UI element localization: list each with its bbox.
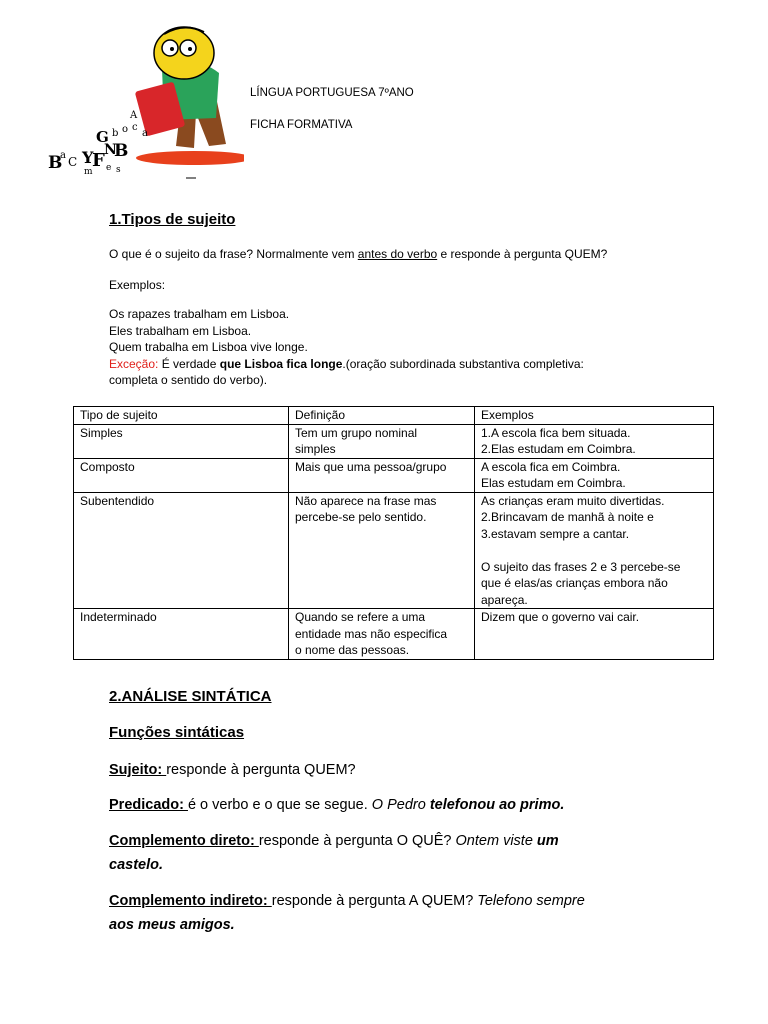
table-header-row bbox=[74, 407, 714, 425]
predicado-definition: Predicado: é o verbo e o que se segue. O Pedro telefonou ao primo. bbox=[109, 797, 565, 813]
logo-letter: B bbox=[48, 153, 63, 173]
section2-subtitle: Funções sintáticas bbox=[109, 724, 245, 741]
table-cell: 1.A escola fica bem situada. 2.Elas estudam em Coimbra. bbox=[475, 424, 714, 458]
header-sheet-type: FICHA FORMATIVA bbox=[250, 119, 353, 131]
table-cell: Dizem que o governo vai cair. bbox=[475, 609, 714, 660]
logo-letter: A bbox=[130, 110, 138, 121]
section1-intro: O que é o sujeito da frase? Normalmente vem antes do verbo e responde à pergunta QUEM? bbox=[109, 247, 608, 261]
section2-title: 2.ANÁLISE SINTÁTICA bbox=[109, 688, 272, 705]
logo-letter: e bbox=[106, 163, 112, 173]
complemento-indireto-definition: Complemento indireto: responde à pergunta A QUEM? Telefono sempre aos meus amigos. bbox=[109, 893, 585, 933]
logo-letter: o bbox=[122, 124, 129, 135]
column-header: Definição bbox=[289, 407, 475, 425]
table-row bbox=[74, 492, 714, 609]
logo-letter: a bbox=[142, 128, 148, 139]
table-row bbox=[74, 609, 714, 660]
logo-letter: G bbox=[96, 128, 109, 146]
example-sentence: Quem trabalha em Lisboa vive longe. bbox=[109, 340, 308, 354]
table-cell: Não aparece na frase mas percebe-se pelo sentido. bbox=[289, 492, 475, 609]
logo-letter: m bbox=[84, 167, 93, 177]
table-cell: Mais que uma pessoa/grupo bbox=[289, 458, 475, 492]
table-row bbox=[74, 424, 714, 458]
section1-title: 1.Tipos de sujeito bbox=[109, 211, 236, 228]
column-header: Tipo de sujeito bbox=[74, 407, 289, 425]
table-cell: Simples bbox=[74, 424, 289, 458]
table-cell: Subentendido bbox=[74, 492, 289, 609]
logo-letter: c bbox=[132, 122, 138, 133]
header-subject: LÍNGUA PORTUGUESA 7ºANO bbox=[250, 87, 414, 99]
exception-label: Exceção: bbox=[109, 356, 159, 371]
exception-line: Exceção: É verdade que Lisboa fica longe.(oração subordinada substantiva completiva: bbox=[109, 356, 584, 371]
column-header: Exemplos bbox=[475, 407, 714, 425]
logo-letter: C bbox=[68, 155, 78, 169]
example-sentence: Eles trabalham em Lisboa. bbox=[109, 323, 252, 338]
examples-label: Exemplos: bbox=[109, 278, 166, 292]
logo-letter: a bbox=[60, 150, 66, 161]
table-cell: Composto bbox=[74, 458, 289, 492]
subject-types-table bbox=[73, 406, 714, 660]
logo-letter: F bbox=[92, 150, 105, 171]
logo-letter: s bbox=[116, 165, 121, 175]
example-sentence: Os rapazes trabalham em Lisboa. bbox=[109, 307, 290, 321]
table-cell: Tem um grupo nominal simples bbox=[289, 424, 475, 458]
logo-letter: b bbox=[112, 128, 119, 139]
logo-letter: N bbox=[104, 142, 117, 158]
examples-list bbox=[109, 306, 584, 389]
table-cell: As crianças eram muito divertidas. 2.Brincavam de manhã à noite e 3.estavam sempre a cantar. O sujeito das frases 2 e 3 percebe-se que é elas/as crianças embora não apareça. bbox=[475, 492, 714, 609]
table-cell: Quando se refere a uma entidade mas não especifica o nome das pessoas. bbox=[289, 609, 475, 660]
logo-letter: Y bbox=[82, 148, 94, 167]
table-cell: Indeterminado bbox=[74, 609, 289, 660]
complemento-direto-definition: Complemento direto: responde à pergunta O QUÊ? Ontem viste um castelo. bbox=[109, 833, 559, 873]
table-row bbox=[74, 458, 714, 492]
logo-letter: B bbox=[114, 141, 129, 161]
exception-continuation: completa o sentido do verbo). bbox=[109, 373, 268, 387]
sujeito-definition: Sujeito: responde à pergunta QUEM? bbox=[109, 762, 356, 778]
table-cell: A escola fica em Coimbra. Elas estudam em Coimbra. bbox=[475, 458, 714, 492]
school-cartoon-logo bbox=[44, 18, 244, 183]
shadow-shape bbox=[136, 151, 244, 165]
